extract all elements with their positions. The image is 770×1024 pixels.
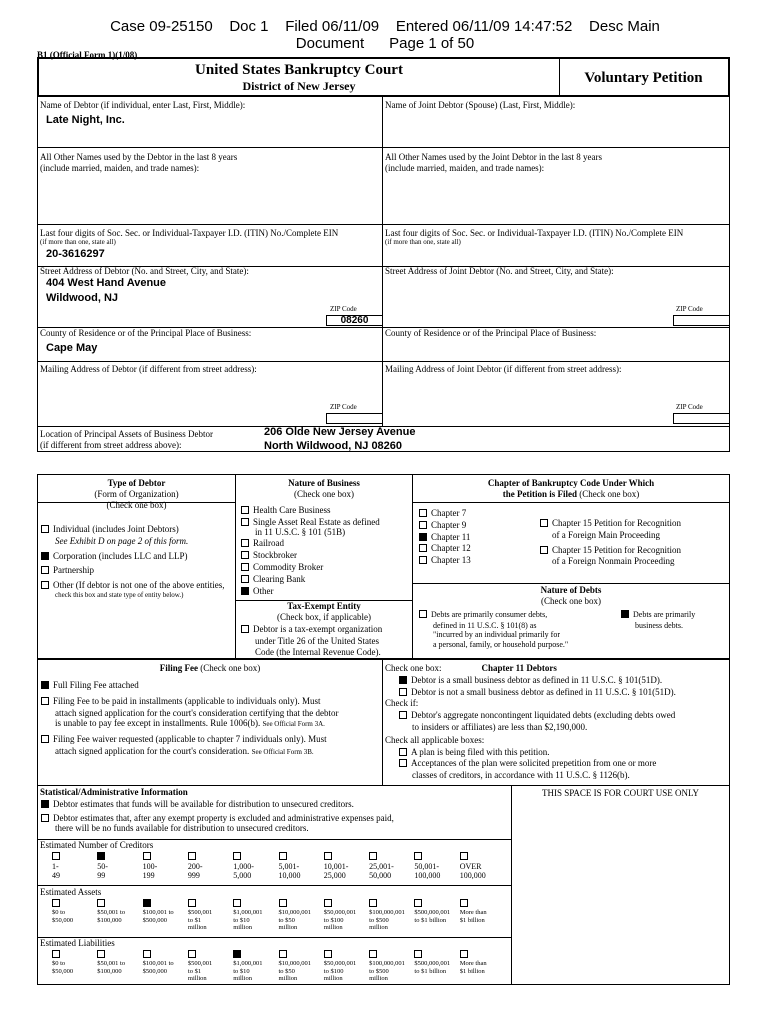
type-options: Individual (includes Joint Debtors) See Exhibit D on page 2 of this form. Corporation (includes LLC and LLP) Partnership Other (If debtor is not one of the above entities, check this box and state type of entity below.) <box>41 523 224 599</box>
checkbox-icon <box>52 950 60 958</box>
joint-mailing-zip-label: ZIP Code <box>676 403 703 411</box>
statistical-section <box>37 785 730 985</box>
checkbox-icon <box>143 852 151 860</box>
checkbox-icon <box>414 852 422 860</box>
joint-ssn-label: Last four digits of Soc. Sec. or Individual-Taxpayer I.D. (ITIN) No./Complete EIN <box>385 228 684 238</box>
liabilities-option[interactable]: $0 to $50,000 <box>52 950 98 975</box>
checked-box-icon <box>97 852 105 860</box>
assets-option[interactable]: $100,001 to $500,000 <box>143 899 189 924</box>
fee-ch11 <box>37 659 730 786</box>
checkbox-icon <box>324 950 332 958</box>
mailing-label: Mailing Address of Debtor (if different from street address): <box>40 364 257 374</box>
checkbox-icon <box>188 852 196 860</box>
checkbox-icon <box>52 899 60 907</box>
checkbox-icon <box>324 899 332 907</box>
street-label: Street Address of Debtor (No. and Street, City, and State): <box>40 266 249 276</box>
checkbox-icon <box>97 950 105 958</box>
creditors-option[interactable]: 25,001- 50,000 <box>369 852 415 880</box>
liabilities-option[interactable]: $1,000,001 to $10 million <box>233 950 279 983</box>
funds-available[interactable]: Debtor estimates that funds will be available for distribution to unsecured creditors. <box>41 799 354 810</box>
liabilities-row <box>52 950 512 984</box>
checkbox-icon <box>369 950 377 958</box>
type-individual[interactable]: Individual (includes Joint Debtors) <box>41 524 224 535</box>
joint-name-label: Name of Joint Debtor (Spouse) (Last, First, Middle): <box>385 100 576 110</box>
liabilities-option[interactable]: More than $1 billion <box>460 950 506 975</box>
court-district: District of New Jersey <box>242 79 356 93</box>
creditors-option[interactable]: 200- 999 <box>188 852 234 880</box>
checkbox-icon <box>52 852 60 860</box>
filing-fee-options: Full Filing Fee attached Filing Fee to be paid in installments (applicable to individuals only). Must attach signed application for the court's consideration certifying that the debtor is unable to pay fee except in installments. Rule 1006(b). See Official Form 3A. Filing Fee waiver requested (applicable to chapter 7 individuals only). Must attach signed application for the court's consideration. See Official Form 3B. <box>41 679 339 757</box>
court-title: United States Bankruptcy Court <box>195 62 403 78</box>
checkbox-icon <box>324 852 332 860</box>
no-funds[interactable]: Debtor estimates that, after any exempt property is excluded and administrative expenses paid, there will be no funds available for distribution to unsecured creditors. <box>41 812 394 834</box>
location-line2: North Wildwood, NJ 08260 <box>264 440 403 452</box>
location-label: Location of Principal Assets of Business Debtor (if different from street address above): <box>40 429 213 450</box>
creditors-option[interactable]: 1,000- 5,000 <box>233 852 279 880</box>
county-label: County of Residence or of the Principal Place of Business: <box>40 328 252 338</box>
checkbox-icon <box>188 899 196 907</box>
mailing-zip-label: ZIP Code <box>330 403 357 411</box>
checkbox-icon <box>41 581 49 589</box>
creditors-option[interactable]: 10,001- 25,000 <box>324 852 370 880</box>
liabilities-option[interactable]: $50,001 to $100,000 <box>97 950 143 975</box>
checkbox-icon <box>369 899 377 907</box>
ssn-label: Last four digits of Soc. Sec. or Individual-Taxpayer I.D. (ITIN) No./Complete EIN <box>40 228 339 238</box>
checkbox-icon <box>233 899 241 907</box>
creditors-option[interactable]: 5,001- 10,000 <box>279 852 325 880</box>
filing-fee-title: Filing Fee (Check one box) <box>159 663 261 673</box>
street-line1: 404 West Hand Avenue <box>46 277 167 289</box>
court-title-box <box>37 57 560 97</box>
stat-title: Statistical/Administrative Information <box>40 787 188 797</box>
assets-label: Estimated Assets <box>40 887 102 897</box>
checkbox-icon <box>460 899 468 907</box>
business-options: Health Care Business Single Asset Real Estate as defined in 11 U.S.C. § 101 (51B) Railroad Stockbroker Commodity Broker Clearing Bank Other <box>241 504 380 597</box>
type-other[interactable]: Other (If debtor is not one of the above entities, <box>41 580 224 591</box>
checkbox-icon <box>279 950 287 958</box>
debtor-info-grid <box>37 96 730 452</box>
petition-title: Voluntary Petition <box>584 70 703 86</box>
checkbox-icon <box>460 950 468 958</box>
creditors-option[interactable]: 100- 199 <box>143 852 189 880</box>
creditors-option[interactable]: 1- 49 <box>52 852 98 880</box>
joint-zip-label: ZIP Code <box>676 305 703 313</box>
creditors-row <box>52 852 512 884</box>
debtor-ein: 20-3616297 <box>46 248 105 260</box>
joint-county-label: County of Residence or of the Principal Place of Business: <box>385 328 597 338</box>
checked-box-icon <box>143 899 151 907</box>
debts-consumer[interactable]: Debts are primarily consumer debts, defined in 11 U.S.C. § 101(8) as "incurred by an individual primarily for a personal, family, or household purpose." <box>419 609 568 649</box>
assets-option[interactable]: $50,001 to $100,000 <box>97 899 143 924</box>
liabilities-option[interactable]: $100,000,001 to $500 million <box>369 950 415 983</box>
joint-other-names-label: All Other Names used by the Joint Debtor in the last 8 years (include married, maiden, and trade names): <box>385 152 602 173</box>
case-header-line1: Case 09-25150 Doc 1 Filed 06/11/09 Entered 06/11/09 14:47:52 Desc Main <box>110 18 660 35</box>
checkbox-icon <box>369 852 377 860</box>
assets-option[interactable]: $1,000,001 to $10 million <box>233 899 279 932</box>
debtor-name-label: Name of Debtor (if individual, enter Last, First, Middle): <box>40 100 246 110</box>
assets-option[interactable]: $100,000,001 to $500 million <box>369 899 415 932</box>
checkbox-icon <box>233 852 241 860</box>
joint-zip <box>673 315 729 326</box>
debts-business[interactable]: Debts are primarily business debts. <box>621 609 695 630</box>
county: Cape May <box>46 342 98 354</box>
creditors-label: Estimated Number of Creditors <box>40 840 154 850</box>
creditors-option[interactable]: 50- 99 <box>97 852 143 880</box>
ch11-debtors: Check one box: Chapter 11 Debtors Debtor is a small business debtor as defined in 11 U.S.C. § 101(51D). Debtor is not a small business debtor as defined in 11 U.S.C. § 101(51D). Check if: Debtor's aggregate noncontingent liquidated debts (excluding debts owed to insiders or affiliates) are less than $2,190,000. Check all applicable boxes: A plan is being filed with this petition. Acceptances of the plan were solicited prepetition from one or more classes of creditors, in accordance with 11 U.S.C. § 1126(b). <box>385 663 676 781</box>
joint-mailing-label: Mailing Address of Joint Debtor (if different from street address): <box>385 364 622 374</box>
checked-box-icon <box>41 552 49 560</box>
nature-of-business: Nature of Business (Check one box) <box>288 478 360 499</box>
chapter15-options: Chapter 15 Petition for Recognition of a Foreign Main Proceeding Chapter 15 Petition for Recognition of a Foreign Nonmain Proceeding <box>540 517 681 567</box>
checkbox-icon <box>279 852 287 860</box>
form-id: B1 (Official Form 1)(1/08) <box>37 50 138 60</box>
checked-box-icon <box>233 950 241 958</box>
liabilities-option[interactable]: $50,000,001 to $100 million <box>324 950 370 983</box>
other-names-label: All Other Names used by the Debtor in the last 8 years (include married, maiden, and trade names): <box>40 152 238 173</box>
court-use-only: THIS SPACE IS FOR COURT USE ONLY <box>541 788 700 798</box>
type-of-debtor: Type of Debtor (Form of Organization) (Check one box) <box>94 478 179 510</box>
joint-street-label: Street Address of Joint Debtor (No. and Street, City, and State): <box>385 266 614 276</box>
creditors-option[interactable]: OVER 100,000 <box>460 852 506 880</box>
type-corporation[interactable]: Corporation (includes LLC and LLP) <box>41 551 224 562</box>
assets-row <box>52 899 512 937</box>
chapter-options: Chapter 7 Chapter 9 Chapter 11 Chapter 12 Chapter 13 <box>419 507 471 567</box>
checkbox-icon <box>414 950 422 958</box>
assets-option[interactable]: $10,000,001 to $50 million <box>279 899 325 932</box>
checkbox-icon <box>143 950 151 958</box>
joint-ssn-sub: (if more than one, state all) <box>385 238 461 246</box>
case-header <box>0 18 770 52</box>
checkbox-icon <box>41 566 49 574</box>
tax-exempt: Tax-Exempt Entity (Check box, if applicable) <box>277 601 371 622</box>
checkbox-icon <box>414 899 422 907</box>
liabilities-option[interactable]: $500,001 to $1 million <box>188 950 234 983</box>
nature-of-debts: Nature of Debts (Check one box) <box>540 585 602 606</box>
street-line2: Wildwood, NJ <box>46 292 119 304</box>
checkbox-icon <box>97 899 105 907</box>
joint-mailing-zip <box>673 413 729 424</box>
liabilities-option[interactable]: $10,000,001 to $50 million <box>279 950 325 983</box>
ssn-sub: (if more than one, state all) <box>40 238 116 246</box>
assets-option[interactable]: $500,000,001 to $1 billion <box>414 899 460 924</box>
liabilities-option[interactable]: $100,001 to $500,000 <box>143 950 189 975</box>
tax-exempt-option[interactable]: Debtor is a tax-exempt organization under Title 26 of the United States Code (the Internal Revenue Code). <box>241 623 382 657</box>
liabilities-label: Estimated Liabilities <box>40 938 115 948</box>
location-line1: 206 Olde New Jersey Avenue <box>264 426 416 438</box>
liabilities-option[interactable]: $500,000,001 to $1 billion <box>414 950 460 975</box>
checkbox-icon <box>41 525 49 533</box>
assets-option[interactable]: $500,001 to $1 million <box>188 899 234 932</box>
chapter-title: Chapter of Bankruptcy Code Under Which the Petition is Filed (Check one box) <box>487 478 655 499</box>
case-header-line2: Document Page 1 of 50 <box>295 35 475 52</box>
checkbox-icon <box>279 899 287 907</box>
type-partnership[interactable]: Partnership <box>41 565 224 576</box>
debtor-name: Late Night, Inc. <box>46 114 125 126</box>
mailing-zip <box>326 413 382 424</box>
type-nature-chapter <box>37 474 730 659</box>
creditors-option[interactable]: 50,001- 100,000 <box>414 852 460 880</box>
petition-box <box>559 57 730 97</box>
assets-option[interactable]: $0 to $50,000 <box>52 899 98 924</box>
checkbox-icon <box>460 852 468 860</box>
debtor-zip: 08260 <box>326 315 382 326</box>
assets-option[interactable]: $50,000,001 to $100 million <box>324 899 370 932</box>
assets-option[interactable]: More than $1 billion <box>460 899 506 924</box>
checkbox-icon <box>188 950 196 958</box>
zip-label: ZIP Code <box>330 305 357 313</box>
